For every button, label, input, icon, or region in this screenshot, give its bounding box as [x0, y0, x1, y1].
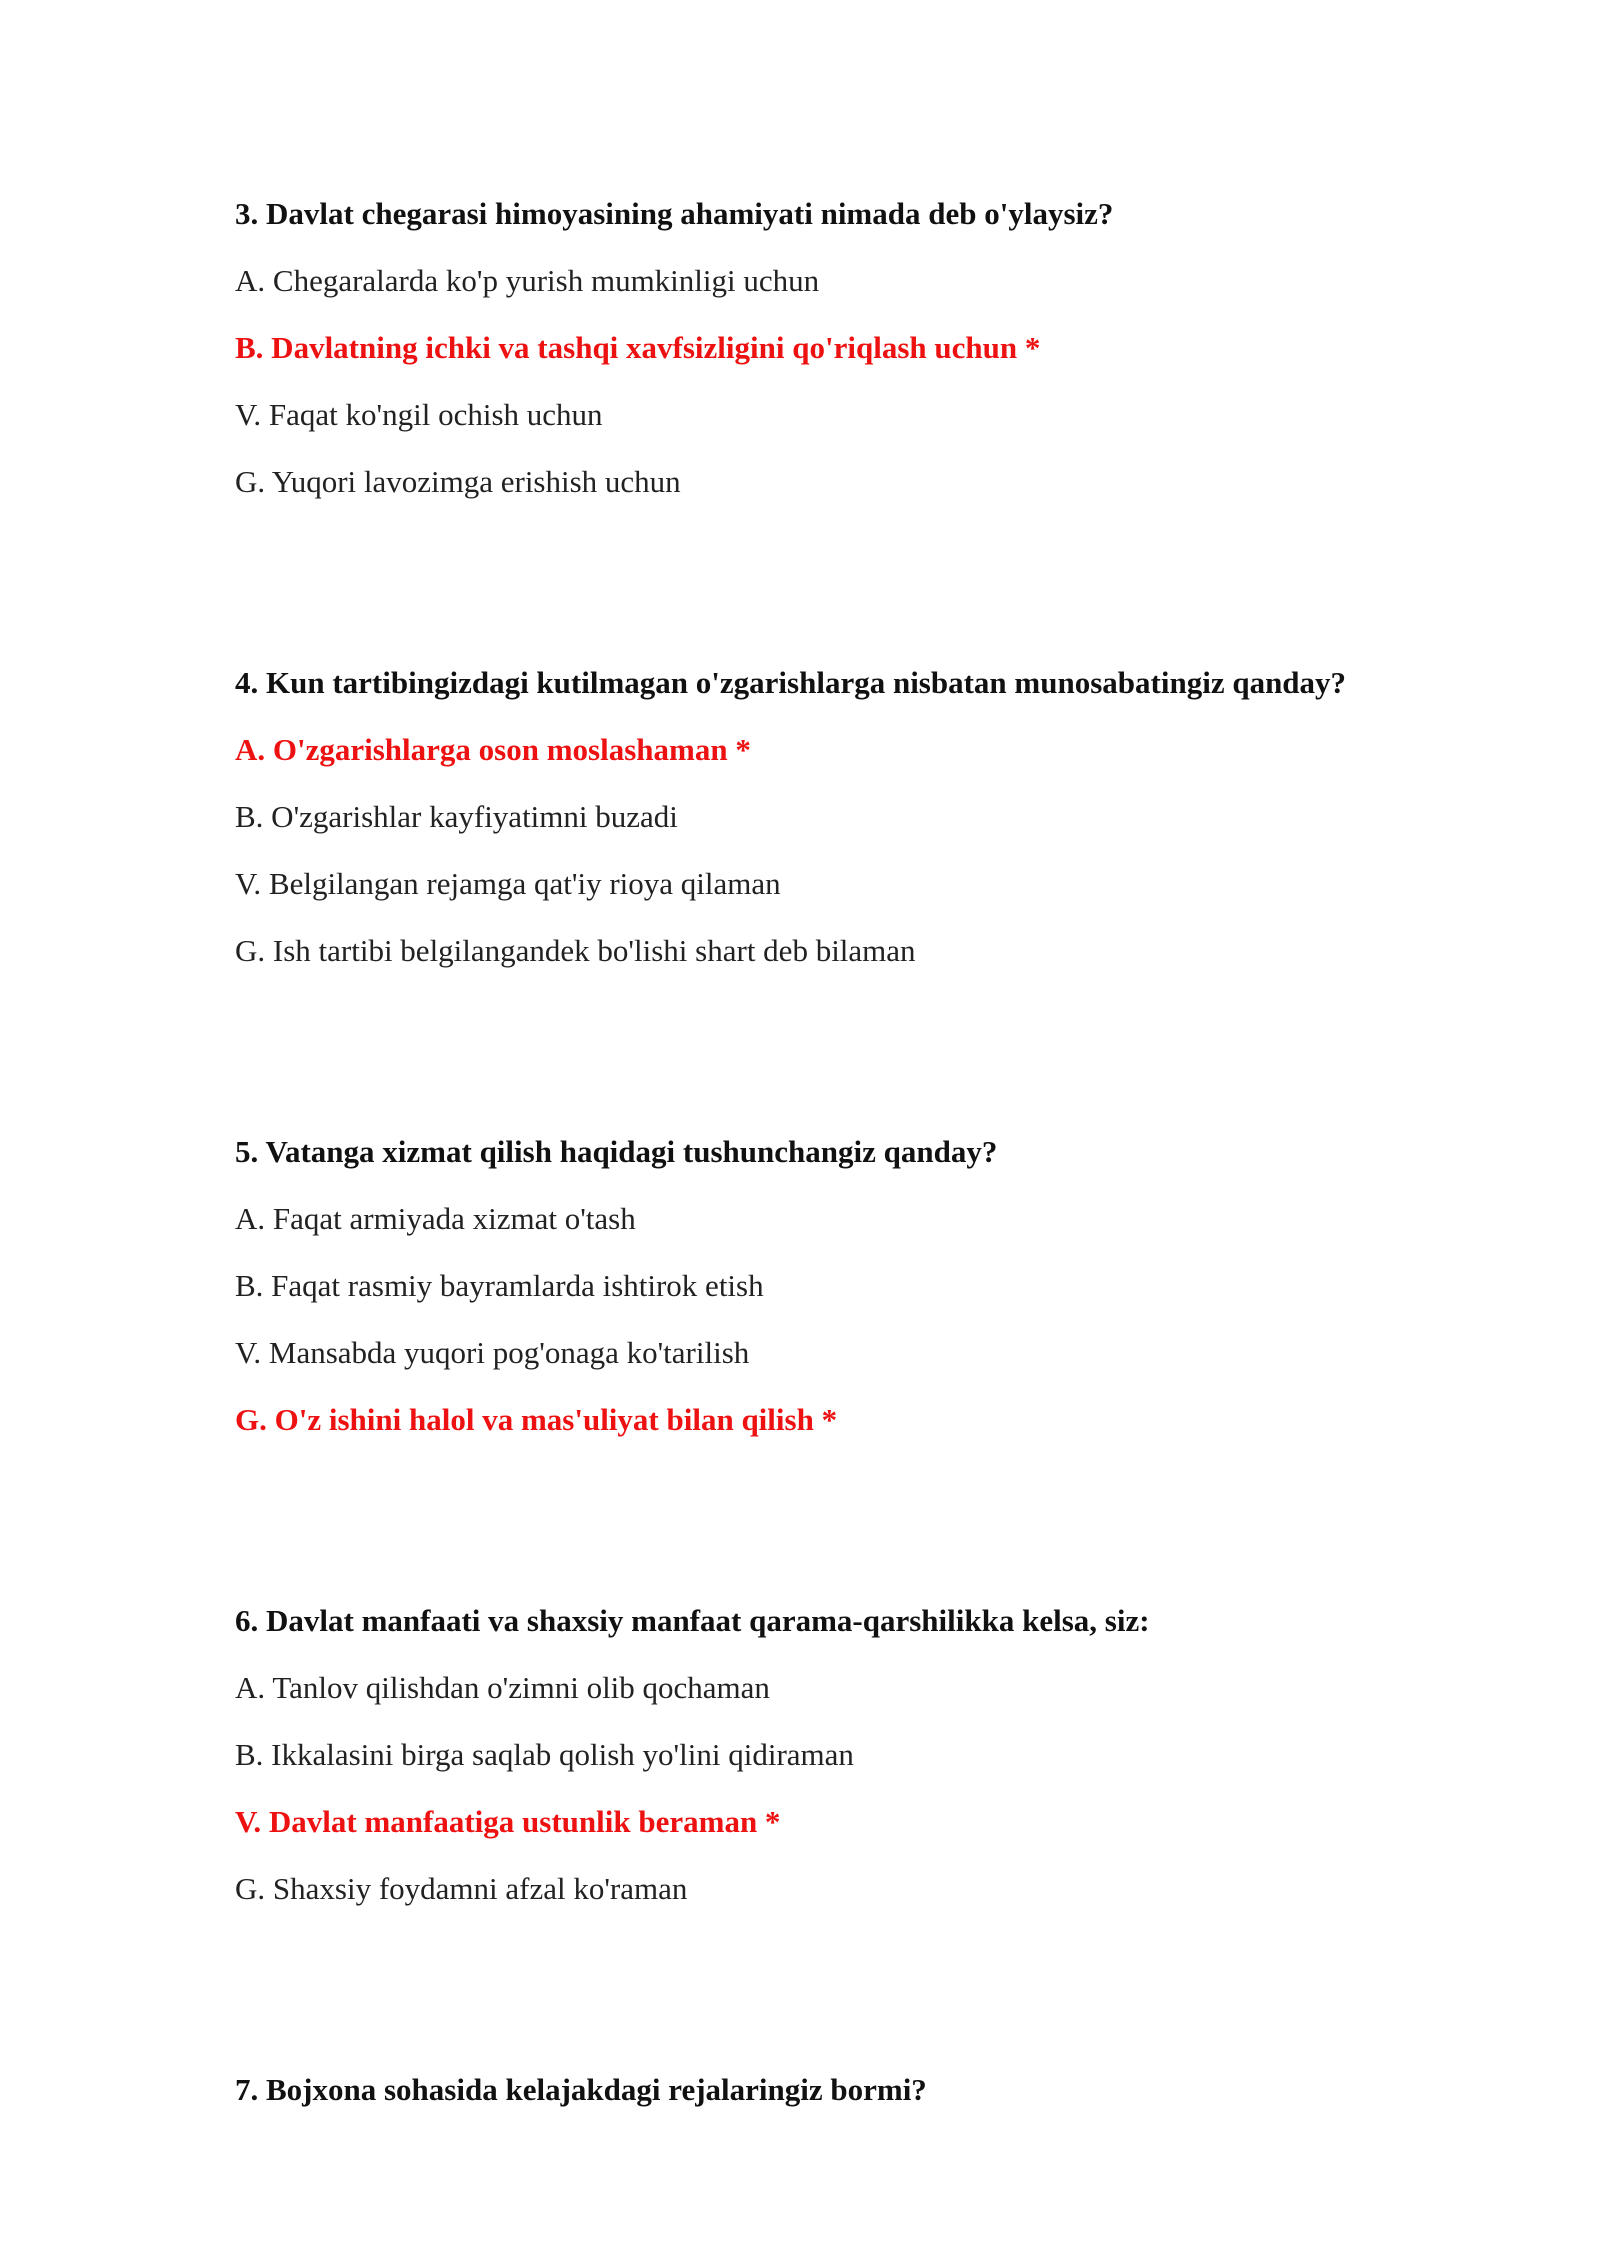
question-title: 7. Bojxona sohasida kelajakdagi rejalaringiz bormi?: [235, 2072, 927, 2107]
question-5: [235, 1118, 1435, 1453]
option-v-correct: V. Davlat manfaatiga ustunlik beraman *: [235, 1804, 781, 1839]
question-6: [235, 1587, 1435, 1922]
option-a: A. Tanlov qilishdan o'zimni olib qochaman: [235, 1670, 770, 1705]
question-7: [235, 2056, 1435, 2123]
option-a-correct: A. O'zgarishlarga oson moslashaman *: [235, 732, 751, 767]
option-b-correct: B. Davlatning ichki va tashqi xavfsizligini qo'riqlash uchun *: [235, 330, 1041, 365]
option-g: G. Yuqori lavozimga erishish uchun: [235, 464, 681, 499]
document-page: [235, 180, 1435, 2257]
option-b: B. Faqat rasmiy bayramlarda ishtirok etish: [235, 1268, 764, 1303]
option-a: A. Faqat armiyada xizmat o'tash: [235, 1201, 636, 1236]
option-g: G. Ish tartibi belgilangandek bo'lishi shart deb bilaman: [235, 933, 916, 968]
option-a: A. Chegaralarda ko'p yurish mumkinligi uchun: [235, 263, 820, 298]
option-g: G. Shaxsiy foydamni afzal ko'raman: [235, 1871, 688, 1906]
option-v: V. Mansabda yuqori pog'onaga ko'tarilish: [235, 1335, 750, 1370]
question-3: [235, 180, 1435, 515]
question-title: 4. Kun tartibingizdagi kutilmagan o'zgarishlarga nisbatan munosabatingiz qanday?: [235, 665, 1347, 700]
question-title: 5. Vatanga xizmat qilish haqidagi tushunchangiz qanday?: [235, 1134, 998, 1169]
option-b: B. O'zgarishlar kayfiyatimni buzadi: [235, 799, 678, 834]
option-g-correct: G. O'z ishini halol va mas'uliyat bilan qilish *: [235, 1402, 838, 1437]
option-v: V. Belgilangan rejamga qat'iy rioya qilaman: [235, 866, 781, 901]
option-v: V. Faqat ko'ngil ochish uchun: [235, 397, 603, 432]
question-title: 3. Davlat chegarasi himoyasining ahamiyati nimada deb o'ylaysiz?: [235, 196, 1114, 231]
question-title: 6. Davlat manfaati va shaxsiy manfaat qarama-qarshilikka kelsa, siz:: [235, 1603, 1150, 1638]
option-b: B. Ikkalasini birga saqlab qolish yo'lini qidiraman: [235, 1737, 854, 1772]
question-4: [235, 649, 1435, 984]
